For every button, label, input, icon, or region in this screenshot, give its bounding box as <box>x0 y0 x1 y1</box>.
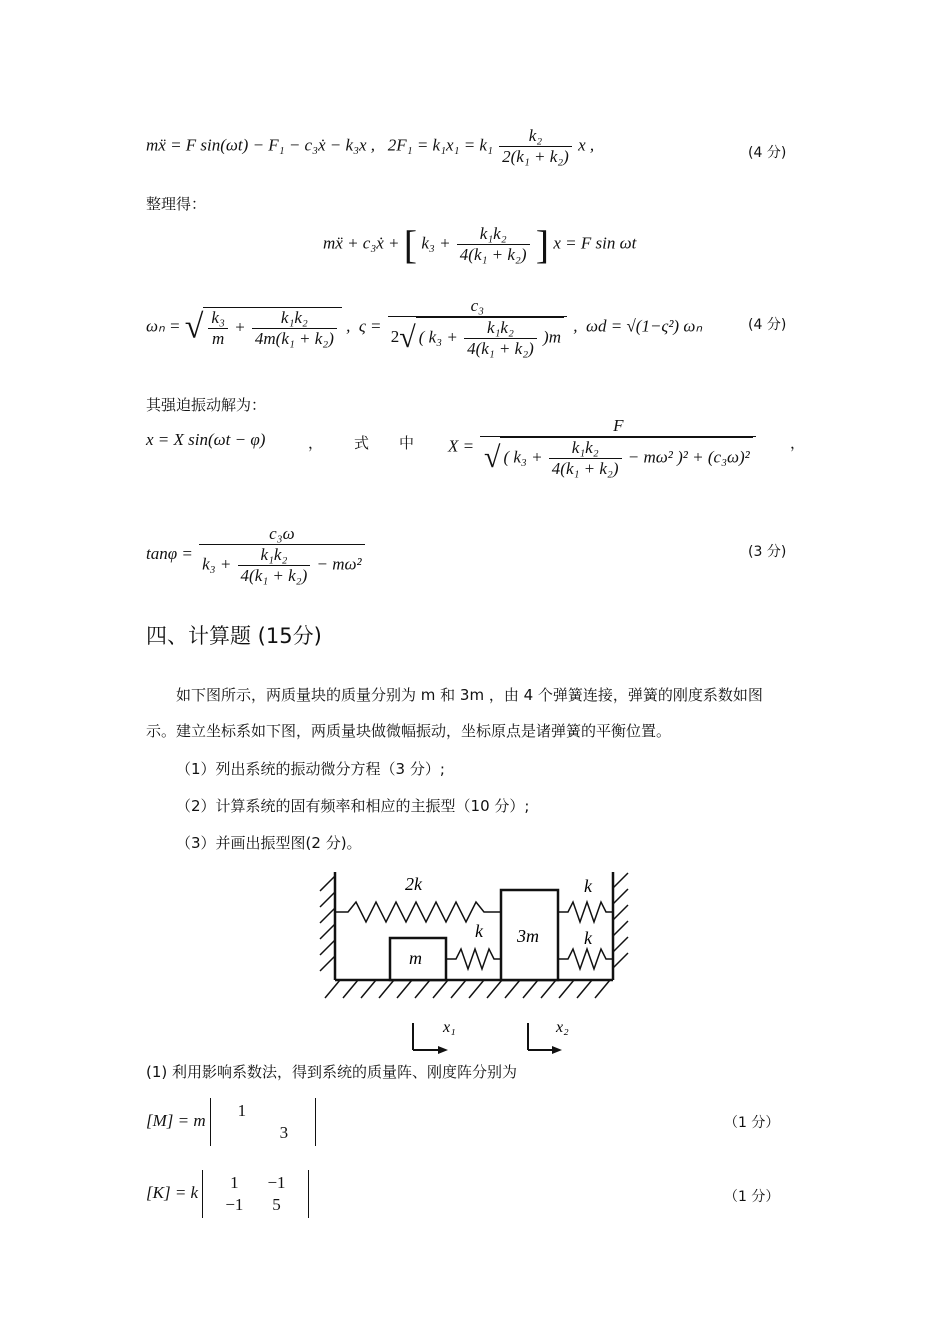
eq4-fraction: F √ ( k₃ + $\frac{\text{k₁k₂}}{\text{4(k₁ + k₂)}}$ − mω² )² + (c₃ω)² <box>480 416 756 479</box>
eq5-den-frac-num: k₁k₂ <box>238 545 311 566</box>
label-x1: x₁ <box>443 1019 456 1036</box>
eq3-score: (4 分) <box>748 317 787 333</box>
M-12 <box>263 1100 305 1122</box>
label-k-right-bottom: k <box>584 928 592 948</box>
problem-para2: 示。建立坐标系如下图，两质量块做微幅振动，坐标原点是诸弹簧的平衡位置。 <box>146 722 672 740</box>
stiffness-matrix-score: （1 分） <box>724 1189 780 1205</box>
eq4-shizhong: 式 中 <box>354 434 415 452</box>
right-bracket: ] <box>535 221 550 267</box>
mass-matrix <box>210 1098 316 1146</box>
eq2-prefix: mẍ + c₃ẋ + <box>323 233 400 253</box>
spring-k-middle <box>446 949 501 969</box>
eq3-a-num: k₃ <box>208 308 227 329</box>
stiffness-matrix-equation <box>146 1170 309 1218</box>
label-k-right-top: k <box>584 876 592 896</box>
right-wall-hatch <box>613 873 628 968</box>
eq4-den-k3: k₃ + <box>513 447 543 467</box>
equation-motion <box>146 126 594 167</box>
zeta-den-m: m <box>548 327 561 347</box>
mass-matrix-lhs: [M] = m <box>146 1110 206 1130</box>
K-22: 5 <box>272 1195 281 1214</box>
question-1: （1）列出系统的振动微分方程（3 分）; <box>176 760 445 778</box>
eq3-a-den: m <box>212 328 225 348</box>
zeta-label: ς = <box>358 316 382 336</box>
M-22: 3 <box>279 1123 289 1142</box>
label-forced-vibration: 其强迫振动解为： <box>146 396 267 414</box>
eq4-x: x = X sin(ωt − φ) <box>146 430 266 449</box>
eq1-score: (4 分) <box>748 145 787 161</box>
label-2k: 2k <box>405 874 422 894</box>
eq5-den-frac-den: 4(k₁ + k₂) <box>240 566 308 585</box>
eq4-den-frac-den: 4(k₁ + k₂) <box>551 459 619 478</box>
eq5-num: c₃ω <box>199 524 365 545</box>
zeta-den-frac-num: k₁k₂ <box>464 318 537 339</box>
label-k-middle: k <box>475 921 483 941</box>
eq4-comma1: ， <box>308 434 324 452</box>
stiffness-matrix-lhs: [K] = k <box>146 1182 199 1202</box>
label-mass-m: m <box>409 948 422 968</box>
eq1-frac-den: 2(k₁ + k₂) <box>502 147 569 166</box>
eq3-plus: + <box>234 316 246 336</box>
question-2: （2）计算系统的固有频率和相应的主振型（10 分）; <box>176 797 530 815</box>
eq3-b-num: k₁k₂ <box>252 308 337 329</box>
question-3: （3）并画出振型图(2 分)。 <box>176 834 362 852</box>
eq3-b-den: 4m(k₁ + k₂) <box>254 328 334 348</box>
eq2-frac-den: 4(k₁ + k₂) <box>459 245 527 264</box>
tan-phi-label: tanφ = <box>146 543 193 563</box>
stiffness-matrix <box>202 1170 308 1218</box>
floor-hatch <box>325 980 610 998</box>
equation-frequency: ωₙ = √ $\frac{\text{k₃}}{m}$ + $\frac{\text{k₁k₂}}{\text{4m(k₁ + k₂)}}$ , ς = c₃ 2√ ( k₃ + $\frac{\text{k₁k₂}}{\text{4(k₁ + k₂)}}$ )m , ωd = √(1−ς²) ωₙ <box>146 296 703 358</box>
eq1-suffix: x , <box>578 135 595 155</box>
K-11: 1 <box>230 1173 239 1192</box>
zeta-num: c₃ <box>388 296 567 317</box>
section-title: 四、计算题 (15分) <box>146 624 322 648</box>
K-12: −1 <box>267 1173 286 1192</box>
left-bracket: [ <box>403 221 418 267</box>
zeta-den-frac-den: 4(k₁ + k₂) <box>467 339 534 358</box>
equation-amplitude <box>448 416 758 479</box>
eq4-den-sq: ² + (c₃ω)² <box>682 447 750 467</box>
spring-mass-figure <box>300 860 650 1060</box>
eq4-den-tail: − mω² <box>627 447 673 467</box>
eq4-den-frac-num: k₁k₂ <box>549 438 622 459</box>
eq1-part2: 2F₁ = k₁x₁ = k₁ <box>387 135 493 155</box>
eq1-lhs: mẍ = F sin(ωt) − F₁ − c₃ẋ − k₃x , <box>146 135 376 155</box>
eq5-fraction <box>199 524 365 586</box>
omega-d: ωd = √(1−ς²) ωₙ <box>585 316 703 336</box>
solution-intro: (1) 利用影响系数法，得到系统的质量阵、刚度阵分别为 <box>146 1063 518 1081</box>
K-21: −1 <box>225 1195 244 1214</box>
eq1-frac-num: k₂ <box>499 126 572 147</box>
eq1-fraction <box>499 126 572 167</box>
eq2-frac-num: k₁k₂ <box>457 224 530 245</box>
eq2-suffix: x = F sin ωt <box>553 233 637 253</box>
label-x2: x₂ <box>556 1019 569 1036</box>
omega-n-label: ωₙ = <box>146 316 181 336</box>
label-mass-3m: 3m <box>517 926 539 946</box>
zeta-den-k3: k₃ + <box>428 327 458 347</box>
omega-n-radicand <box>203 307 341 349</box>
spring-2k <box>335 902 501 922</box>
M-21 <box>221 1122 263 1144</box>
eq4-num: F <box>480 416 756 437</box>
mass-matrix-equation <box>146 1098 316 1146</box>
spring-k-right-top <box>558 902 613 922</box>
eq2-fraction <box>457 224 530 265</box>
equation-phase <box>146 524 367 586</box>
M-11: 1 <box>237 1101 247 1120</box>
label-rearranged: 整理得： <box>146 195 207 213</box>
eq5-den-k3: k₃ + <box>202 554 232 574</box>
left-wall-hatch <box>320 876 335 971</box>
equation-reduced <box>323 221 637 267</box>
zeta-fraction: c₃ 2√ ( k₃ + $\frac{\text{k₁k₂}}{\text{4(k₁ + k₂)}}$ )m <box>388 296 567 359</box>
eq4-X-label: X = <box>448 436 475 456</box>
problem-para1: 如下图所示，两质量块的质量分别为 m 和 3m ，由 4 个弹簧连接，弹簧的刚度系数如图 <box>176 686 763 704</box>
eq5-den-tail: − mω² <box>316 554 362 574</box>
eq5-score: (3 分) <box>748 544 787 560</box>
zeta-den-2: 2 <box>390 326 400 346</box>
mass-matrix-score: （1 分） <box>724 1115 780 1131</box>
spring-k-right-bottom <box>558 949 613 969</box>
eq2-k3: k₃ + <box>421 233 451 253</box>
eq4-comma2: ， <box>790 434 806 452</box>
